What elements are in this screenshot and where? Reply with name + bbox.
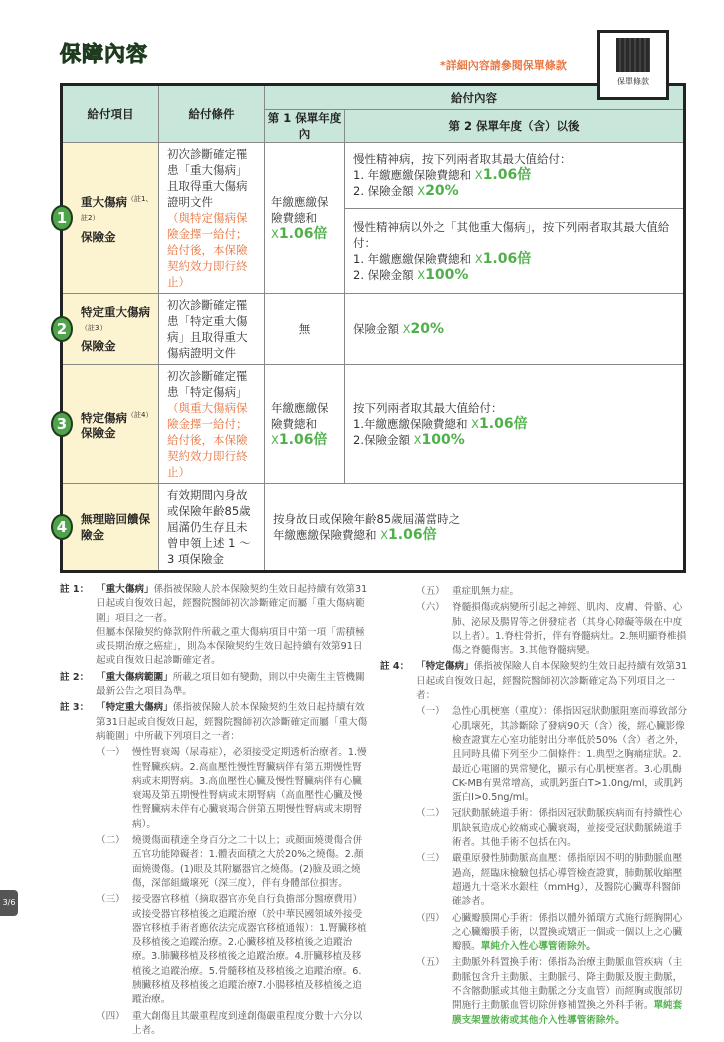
benefit-item: [56, 365, 159, 484]
year2-benefit-a: [345, 143, 685, 209]
header-year1: 第 1 保單年度內: [265, 110, 345, 143]
item-number-badge: 2: [51, 316, 73, 342]
benefit-item: [56, 294, 159, 365]
qr-code[interactable]: [597, 30, 669, 100]
item-name: 重大傷病: [81, 195, 127, 209]
y2-value: 20%: [425, 183, 459, 200]
note-label: 註 3：: [60, 702, 90, 714]
times-sign: X: [402, 322, 411, 336]
note-key: 「重大傷病」: [96, 584, 154, 595]
sub-item-text: 燒燙傷面積達全身百分之二十以上；或顏面燒燙傷合併五官功能障礙者：1.體表面積之大於20%之燒傷。2.顏面燒燙傷。(1)眼及其附屬器官之燒傷。(2)臉及頭之燒傷，深部組織壞死（深三度），伴有身體部位損害。: [132, 835, 364, 889]
note-3-items: [96, 746, 370, 1038]
y2-value: 1.06倍: [482, 167, 532, 184]
sub-item-label: （二）: [416, 808, 445, 820]
note-3-items-cont: [380, 585, 690, 658]
note-text: 但屬本保險契約條款附件所載之重大傷病項目中第一項「需積極或長期治療之癌症」，則為本保險契約生效日起持續有效第91日起或自復效日起診斷確定者。: [96, 626, 365, 667]
sub-item-text: 急性心肌梗塞（重度）：係指因冠狀動脈阻塞而導致部分心肌壞死，其診斷除了發病90天（含）後，經心臟影像檢查證實左心室功能射出分率低於50%（含）者之外，且同時具備下列至少二個條件：1.典型之胸痛症狀。2.最近心電圖的異常變化，顯示有心肌梗塞者。3.心肌酶CK-MB有異常增高，或肌鈣蛋白T>1.0ng/ml，或肌鈣蛋白I>0.5ng/ml。: [452, 706, 688, 804]
year1-benefit: 無: [265, 294, 345, 365]
sub-item-text: 嚴重原發性肺動脈高血壓：係指原因不明的肺動脈血壓過高，經臨床檢驗包括心導管檢查證實，肺動脈收縮壓超過九十毫米水銀柱（mmHg），及醫院心臟專科醫師確診者。: [452, 853, 683, 908]
header-item: 給付項目: [62, 85, 159, 143]
condition-warning: （與重大傷病保險金擇一給付；給付後，本保險契約效力即行終止）: [167, 401, 248, 479]
y1-text: 年繳應繳保險費總和: [271, 195, 329, 225]
note-text: 係指被保險人於本保險契約生效日起持續有效第31日起或自復效日起，經醫院醫師初次診斷確定而屬「重大傷病範圍」中所載下列項目之一者：: [96, 702, 368, 742]
table-row: [62, 143, 685, 209]
sub-item-text: 冠狀動脈繞道手術：係指因冠狀動脈疾病而有持續性心肌缺氧造成心絞痛或心臟衰竭，並接受冠狀動脈繞道手術者。其他手術不包括在內。: [452, 808, 683, 849]
note-ref: （註1、註2）: [81, 195, 153, 222]
item-name: 特定重大傷病: [81, 304, 150, 319]
policy-terms-hint: *詳細內容請參閱保單條款: [440, 59, 567, 72]
y2-line: 2. 保險金額: [353, 184, 414, 199]
note-key: 「特定傷病」: [416, 661, 474, 673]
y2-intro: 按下列兩者取其最大值給付：: [353, 401, 503, 415]
qr-code-image: [616, 38, 650, 72]
condition: [159, 143, 265, 294]
sub-item-text: 脊髓損傷或病變所引起之神經、肌肉、皮膚、骨骼、心肺、泌尿及腸胃等之併發症者（其身心障礙等級在中度以上者）。1.脊柱骨折，伴有脊髓病灶。2.無明顯脊椎損傷之脊髓傷害。3.其他脊髓病變。: [452, 602, 687, 657]
sub-item-exclusion: 單純套膜支架置放術或其他介入性導管術除外。: [452, 1000, 683, 1026]
sub-item-text: 慢性腎衰竭（尿毒症），必須接受定期透析治療者。1.慢性腎臟疾病。2.高血壓性慢性腎臟病伴有第五期慢性腎病或末期腎病。3.高血壓性心臟及慢性腎臟病伴有心臟衰竭及第五期慢性腎病或末期腎病（高血壓性心臟及慢性腎臟病未伴有心臟衰竭合併第五期慢性腎病或末期腎病）。: [132, 747, 367, 830]
y2-line: 2. 保險金額: [353, 267, 414, 282]
sub-item-text: 重症肌無力症。: [452, 586, 520, 597]
table-row: [62, 484, 685, 572]
sub-item-text: 心臟瓣膜開心手術：係指以體外循環方式施行經胸開心之心臟瓣膜手術，以置換或矯正一個或一個以上之心臟瓣膜。: [452, 912, 683, 953]
table-row: [62, 294, 685, 365]
sub-item-text: 重大創傷且其嚴重程度到達創傷嚴重程度分數十六分以上者。: [132, 1010, 363, 1036]
benefit-item: [56, 143, 159, 294]
times-sign: X: [413, 433, 422, 447]
year1-benefit: [265, 365, 345, 484]
y2-line: 2.保險金額: [353, 433, 410, 447]
sub-item-label: （四）: [96, 1010, 125, 1022]
header-year2: 第 2 保單年度（含）以後: [345, 110, 685, 143]
y2-line: 保險金額: [353, 322, 399, 336]
note-label: 註 2：: [60, 671, 90, 683]
y1-text: 年繳應繳保險費總和: [271, 401, 329, 431]
note-sub-item: [96, 746, 370, 832]
page-title: [60, 38, 148, 68]
note-4: [380, 660, 690, 1029]
condition-text: 初次診斷確定罹患「特定傷病」: [167, 369, 248, 399]
times-sign: X: [380, 528, 389, 542]
item-number-badge: 1: [51, 205, 73, 231]
year2-benefit: [345, 365, 685, 484]
item-number-badge: 3: [51, 411, 73, 437]
sub-item-label: （四）: [416, 912, 445, 924]
item-name-2: 保險金: [81, 426, 116, 441]
title-part-2: 內容: [104, 42, 148, 66]
year2-benefit-b: [345, 208, 685, 293]
benefit-table: [56, 83, 686, 573]
times-sign: X: [471, 417, 480, 431]
condition-warning: （與特定傷病保險金擇一給付；給付後，本保險契約效力即行終止）: [167, 211, 248, 289]
note-2: [60, 671, 370, 700]
condition: [159, 365, 265, 484]
times-sign: X: [474, 168, 483, 183]
benefit-item: [56, 484, 159, 572]
note-sub-item: [416, 705, 690, 805]
y2-value: 100%: [421, 432, 465, 448]
qr-label: 保單條款: [617, 77, 649, 86]
note-1: [60, 583, 370, 669]
note-sub-item: [416, 601, 690, 658]
note-ref: （註4）: [127, 410, 153, 419]
note-key: 「特定重大傷病」: [96, 702, 173, 714]
note-ref: （註3）: [81, 323, 107, 332]
times-sign: X: [474, 251, 483, 266]
sub-item-label: （三）: [416, 853, 445, 865]
y2-intro: 慢性精神病，按下列兩者取其最大值給付：: [353, 152, 572, 167]
benefit-content: [265, 484, 685, 572]
sub-item-label: （五）: [416, 586, 445, 597]
sub-item-label: （三）: [96, 894, 125, 906]
notes-left: [60, 583, 370, 1042]
y2-value: 1.06倍: [482, 250, 532, 267]
note-3: [60, 701, 370, 1040]
note-label: 註 1：: [60, 584, 90, 595]
item-name-2: 保險金: [81, 229, 116, 244]
content-value: 1.06倍: [388, 527, 437, 543]
y2-value: 20%: [410, 321, 445, 337]
sub-item-label: （一）: [96, 747, 125, 759]
page-indicator: 3/6: [0, 890, 18, 916]
sub-item-text: 主動脈外科置換手術：係指為治療主動脈血管疾病（主動脈包含升主動脈、主動脈弓、降主動脈及腹主動脈，不含髂動脈或其他主動脈之分支血管）而經胸或腹部切開施行主動脈血管切除併修補置換之外科手術。: [452, 957, 683, 1012]
header-condition: 給付條件: [159, 85, 265, 143]
note-text: 所載之項目如有變動，則以中央衛生主管機關最新公告之項目為準。: [96, 671, 365, 698]
note-sub-item: [416, 956, 690, 1027]
sub-item-label: （六）: [416, 602, 445, 614]
sub-item-label: （二）: [96, 835, 125, 847]
sub-item-exclusion: 單純介入性心導管術除外。: [480, 941, 596, 953]
note-sub-item: [96, 834, 370, 891]
content-line: 年繳應繳保險費總和: [273, 528, 377, 542]
y2-value: 100%: [425, 266, 469, 283]
content: [56, 83, 690, 1042]
note-text: 係指被保險人於本保險契約生效日起持續有效第31日起或自復效日起，經醫院醫師初次診斷確定而屬「重大傷病範圍」項目之一者。: [96, 584, 368, 624]
condition: 初次診斷確定罹患「特定重大傷病」且取得重大傷病證明文件: [159, 294, 265, 365]
content-line: 按身故日或保險年齡85歲屆滿當時之: [273, 512, 461, 526]
y1-value: 1.06倍: [278, 226, 328, 242]
table-row: [62, 365, 685, 484]
note-sub-item: [416, 585, 690, 599]
y2-value: 1.06倍: [479, 416, 528, 432]
y2-line: 1. 年繳應繳保險費總和: [353, 168, 472, 183]
notes-right: [380, 583, 690, 1042]
note-sub-item: [416, 807, 690, 850]
note-text: 係指被保險人自本保險契約生效日起持續有效第31日起或自復效日起，經醫院醫師初次診斷確定為下列項目之一者：: [416, 661, 688, 702]
sub-item-text: 接受器官移植（摘取器官亦免自行負擔部分醫療費用）或接受器官移植後之追蹤治療（於中華民國領域外接受器官移植手術者應依法完成器官移植通報）：1.腎臟移植及移植後之追蹤治療。2.心臟移植及移植後之追蹤治療。3.肺臟移植及移植後之追蹤治療。4.肝臟移植及移植後之追蹤治療。5.骨髓移植及移植後之追蹤治療。6.胰臟移植及移植後之追蹤治療7.小腸移植及移植後之追蹤治療。: [132, 894, 367, 1006]
year2-benefit: [345, 294, 685, 365]
times-sign: X: [417, 184, 426, 199]
times-sign: X: [417, 267, 426, 282]
sub-item-label: （一）: [416, 706, 445, 718]
y2-line: 1. 年繳應繳保險費總和: [353, 251, 472, 266]
condition-text: 初次診斷確定罹患「重大傷病」且取得重大傷病證明文件: [167, 147, 248, 209]
note-label: 註 4：: [380, 661, 410, 673]
year1-benefit: [265, 143, 345, 294]
item-name-2: 保險金: [81, 339, 116, 354]
note-sub-item: [416, 912, 690, 955]
y1-value: 1.06倍: [278, 432, 328, 448]
item-number-badge: 4: [51, 514, 73, 540]
notes: [60, 583, 690, 1042]
note-4-items: [416, 705, 690, 1028]
header-content: 給付內容: [265, 85, 685, 110]
times-sign: X: [271, 433, 279, 447]
y2-line: 1.年繳應繳保險費總和: [353, 417, 468, 431]
title-part-1: 保障: [60, 42, 104, 66]
times-sign: X: [271, 227, 279, 241]
item-name: 無理賠回饋保險金: [81, 512, 150, 542]
condition: 有效期間內身故或保險年齡85歲屆滿仍生存且未曾申領上述 1 ～ 3 項保險金: [159, 484, 265, 572]
note-sub-item: [96, 893, 370, 1007]
item-name: 特定傷病: [81, 410, 127, 425]
note-sub-item: [416, 852, 690, 909]
y2-intro: 慢性精神病以外之「其他重大傷病」，按下列兩者取其最大值給付：: [353, 219, 670, 250]
note-key: 「重大傷病範圍」: [96, 671, 173, 683]
sub-item-label: （五）: [416, 957, 445, 969]
